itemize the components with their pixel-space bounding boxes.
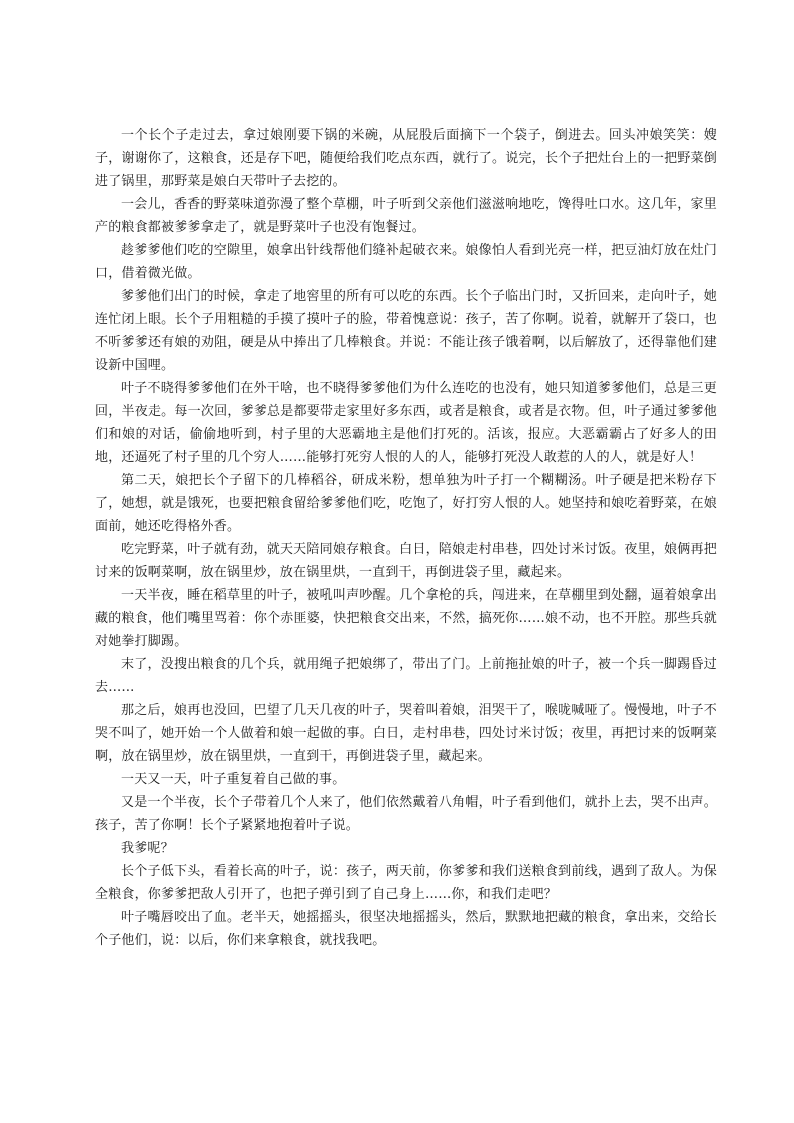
- paragraph-6: 第二天，娘把长个子留下的几棒稻谷，研成米粉，想单独为叶子打一个糊糊汤。叶子硬是把米粉存下了，她想，就是饿死，也要把粮食留给爹爹他们吃，吃饱了，好打穷人恨的人。她坚持和娘吃着野菜，在娘面前，她还吃得格外香。: [95, 473, 717, 534]
- document-page: [95, 124, 717, 952]
- paragraph-3: 趁爹爹他们吃的空隙里，娘拿出针线帮他们缝补起破衣来。娘像怕人看到光亮一样，把豆油灯放在灶门口，借着微光做。: [95, 243, 717, 281]
- paragraph-15: 叶子嘴唇咬出了血。老半天，她摇摇头，很坚决地摇摇头，然后，默默地把藏的粮食，拿出来，交给长个子他们，说：以后，你们来拿粮食，就找我吧。: [95, 910, 717, 948]
- paragraph-12: 又是一个半夜，长个子带着几个人来了，他们依然戴着八角帽，叶子看到他们，就扑上去，哭不出声。孩子，苦了你啊！长个子紧紧地抱着叶子说。: [95, 795, 717, 833]
- paragraph-4: 爹爹他们出门的时候，拿走了地窖里的所有可以吃的东西。长个子临出门时，又折回来，走向叶子，她连忙闭上眼。长个子用粗糙的手摸了摸叶子的脸，带着愧意说：孩子，苦了你啊。说着，就解开了袋口，也不听爹爹还有娘的劝阻，硬是从中捧出了几棒粮食。并说：不能让孩子饿着啊，以后解放了，还得靠他们建设新中国哩。: [95, 289, 717, 373]
- paragraph-14: 长个子低下头，看着长高的叶子，说：孩子，两天前，你爹爹和我们送粮食到前线，遇到了敌人。为保全粮食，你爹爹把敌人引开了，也把子弹引到了自己身上……你，和我们走吧？: [95, 864, 717, 902]
- paragraph-11: 一天又一天，叶子重复着自己做的事。: [121, 772, 346, 787]
- paragraph-1: 一个长个子走过去，拿过娘刚要下锅的米碗，从屁股后面摘下一个袋子，倒进去。回头冲娘笑笑：嫂子，谢谢你了，这粮食，还是存下吧，随便给我们吃点东西，就行了。说完，长个子把灶台上的一把野菜倒进了锅里，那野菜是娘白天带叶子去挖的。: [95, 128, 717, 189]
- paragraph-13: 我爹呢？: [121, 841, 174, 856]
- paragraph-8: 一天半夜，睡在稻草里的叶子，被吼叫声吵醒。几个拿枪的兵，闯进来，在草棚里到处翻，逼着娘拿出藏的粮食，他们嘴里骂着：你个赤匪婆，快把粮食交出来，不然，搞死你……娘不动，也不开腔。那些兵就对她拳打脚踢。: [95, 588, 717, 649]
- paragraph-10: 那之后，娘再也没回，巴望了几天几夜的叶子，哭着叫着娘，泪哭干了，喉咙喊哑了。慢慢地，叶子不哭不叫了，她开始一个人做着和娘一起做的事。白日，走村串巷，四处讨米讨饭；夜里，再把讨来的饭啊菜啊，放在锅里炒，放在锅里烘，一直到干，再倒进袋子里，藏起来。: [95, 703, 717, 764]
- paragraph-5: 叶子不晓得爹爹他们在外干啥，也不晓得爹爹他们为什么连吃的也没有，她只知道爹爹他们，总是三更回，半夜走。每一次回，爹爹总是都要带走家里好多东西，或者是粮食，或者是衣物。但，叶子通过爹爹他们和娘的对话，偷偷地听到，村子里的大恶霸地主是他们打死的。活该，报应。大恶霸霸占了好多人的田地，还逼死了村子里的几个穷人……能够打死穷人恨的人的人，能够打死没人敢惹的人的人，就是好人！: [95, 381, 717, 465]
- paragraph-2: 一会儿，香香的野菜味道弥漫了整个草棚，叶子听到父亲他们滋滋响地吃，馋得吐口水。这几年，家里产的粮食都被爹爹拿走了，就是野菜叶子也没有饱餐过。: [95, 197, 717, 235]
- paragraph-9: 末了，没搜出粮食的几个兵，就用绳子把娘绑了，带出了门。上前拖扯娘的叶子，被一个兵一脚踢昏过去……: [95, 657, 717, 695]
- paragraph-7: 吃完野菜，叶子就有劲，就天天陪同娘存粮食。白日，陪娘走村串巷，四处讨米讨饭。夜里，娘俩再把讨来的饭啊菜啊，放在锅里炒，放在锅里烘，一直到干，再倒进袋子里，藏起来。: [95, 542, 717, 580]
